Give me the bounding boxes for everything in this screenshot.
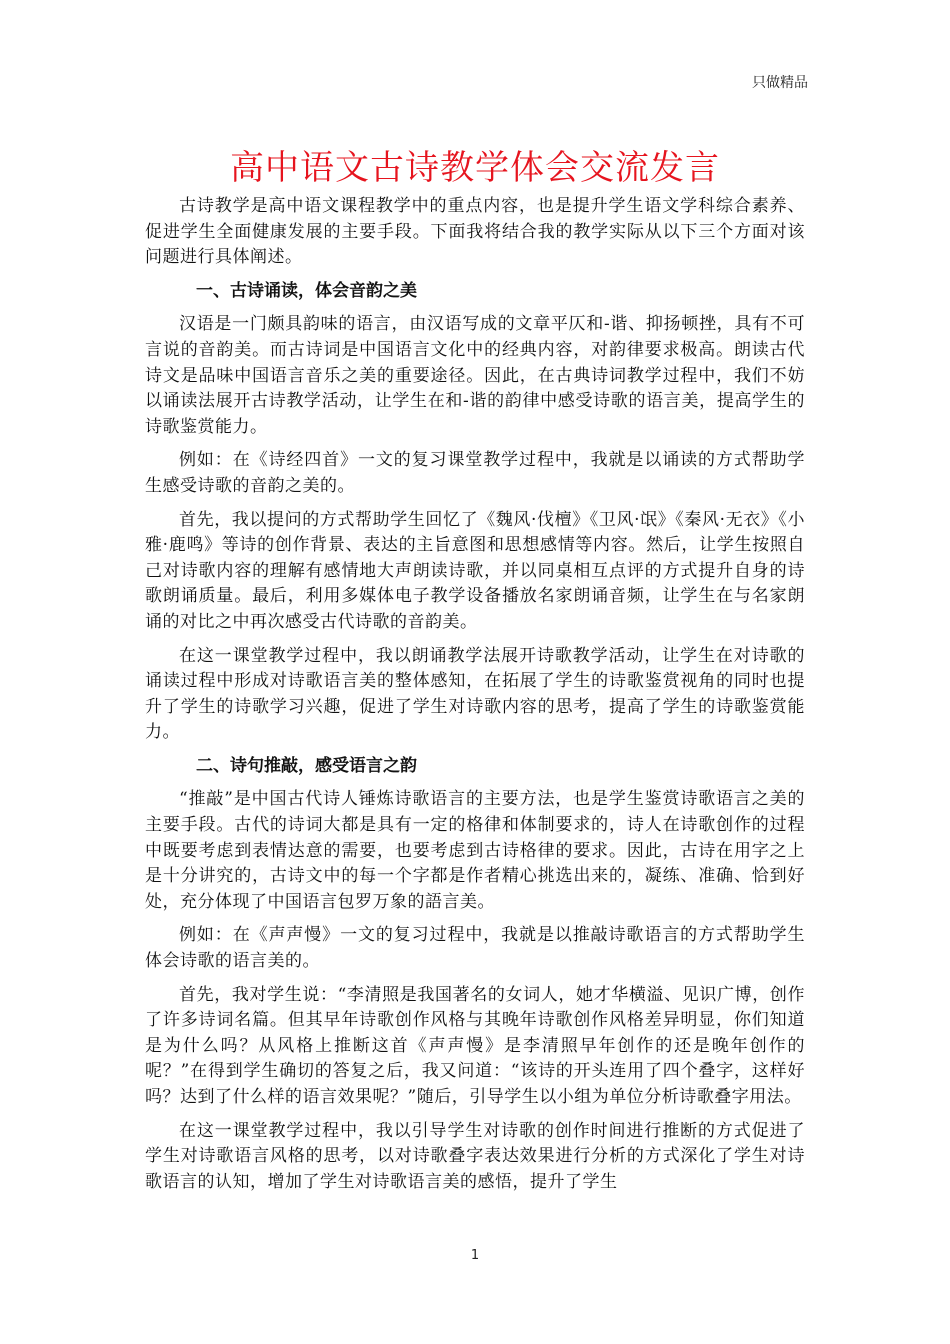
paragraph: 例如：在《诗经四首》一文的复习课堂教学过程中，我就是以诵读的方式帮助学生感受诗歌的音韵之美的。 [145,450,805,496]
paragraph: 首先，我以提问的方式帮助学生回忆了《魏风·伐檀》《卫风·氓》《秦风·无衣》《小雅·鹿鸣》等诗的创作背景、表达的主旨意图和思想感情等内容。然后，让学生按照自己对诗歌内容的理解有感情地大声朗读诗歌，并以同桌相互点评的方式提升自身的诗歌朗诵质量。最后，利用多媒体电子教学设备播放名家朗诵音频，让学生在与名家朗诵的对比之中再次感受古代诗歌的音韵美。 [145,509,805,632]
page-title: 高中语文古诗教学体会交流发言 [230,148,720,188]
paragraph: 古诗教学是高中语文课程教学中的重点内容，也是提升学生语文学科综合素养、促进学生全面健康发展的主要手段。下面我将结合我的教学实际从以下三个方面对该问题进行具体阐述。 [145,196,805,268]
document-body [145,194,805,1203]
paragraph: “推敲”是中国古代诗人锤炼诗歌语言的主要方法，也是学生鉴赏诗歌语言之美的主要手段。古代的诗词大都是具有一定的格律和体制要求的，诗人在诗歌创作的过程中既要考虑到表情达意的需要，也要考虑到古诗格律的要求。因此，古诗在用字之上是十分讲究的，古诗文中的每一个字都是作者精心挑选出来的，凝练、准确、恰到好处，充分体现了中国语言包罗万象的語言美。 [145,789,805,912]
paragraph: 首先，我对学生说：“李清照是我国著名的女词人，她才华横溢、见识广博，创作了许多诗词名篇。但其早年诗歌创作风格与其晚年诗歌创作风格差异明显，你们知道是为什么吗？从风格上推断这首《声声慢》是李清照早年创作的还是晚年创作的呢？”在得到学生确切的答复之后，我又问道：“该诗的开头连用了四个叠字，这样好吗？达到了什么样的语言效果呢？”随后，引导学生以小组为单位分析诗歌叠字用法。 [145,984,805,1107]
paragraph: 例如：在《声声慢》一文的复习过程中，我就是以推敲诗歌语言的方式帮助学生体会诗歌的语言美的。 [145,925,805,972]
paragraph: 在这一课堂教学过程中，我以朗诵教学法展开诗歌教学活动，让学生在对诗歌的诵读过程中形成对诗歌语言美的整体感知，在拓展了学生的诗歌鉴赏视角的同时也提升了学生的诗歌学习兴趣，促进了学生对诗歌内容的思考，提高了学生的诗歌鉴赏能力。 [145,645,805,743]
paragraph: 汉语是一门颇具韵味的语言，由汉语写成的文章平仄和-谐、抑扬顿挫，具有不可言说的音韵美。而古诗词是中国语言文化中的经典内容，对韵律要求极高。朗读古代诗文是品味中国语言音乐之美的重要途径。因此，在古典诗词教学过程中，我们不妨以诵读法展开古诗教学活动，让学生在和-谐的韵律中感受诗歌的语言美，提高学生的诗歌鉴赏能力。 [145,314,805,437]
section-heading: 二、诗句推敲，感受语言之韵 [196,755,417,776]
page-number: 1 [470,1248,480,1263]
section-heading: 一、古诗诵读，体会音韵之美 [196,280,417,301]
header-note: 只做精品 [752,75,808,91]
paragraph: 在这一课堂教学过程中，我以引导学生对诗歌的创作时间进行推断的方式促进了学生对诗歌语言风格的思考，以对诗歌叠字表达效果进行分析的方式深化了学生对诗歌语言的认知，增加了学生对诗歌语言美的感悟，提升了学生 [145,1120,805,1192]
